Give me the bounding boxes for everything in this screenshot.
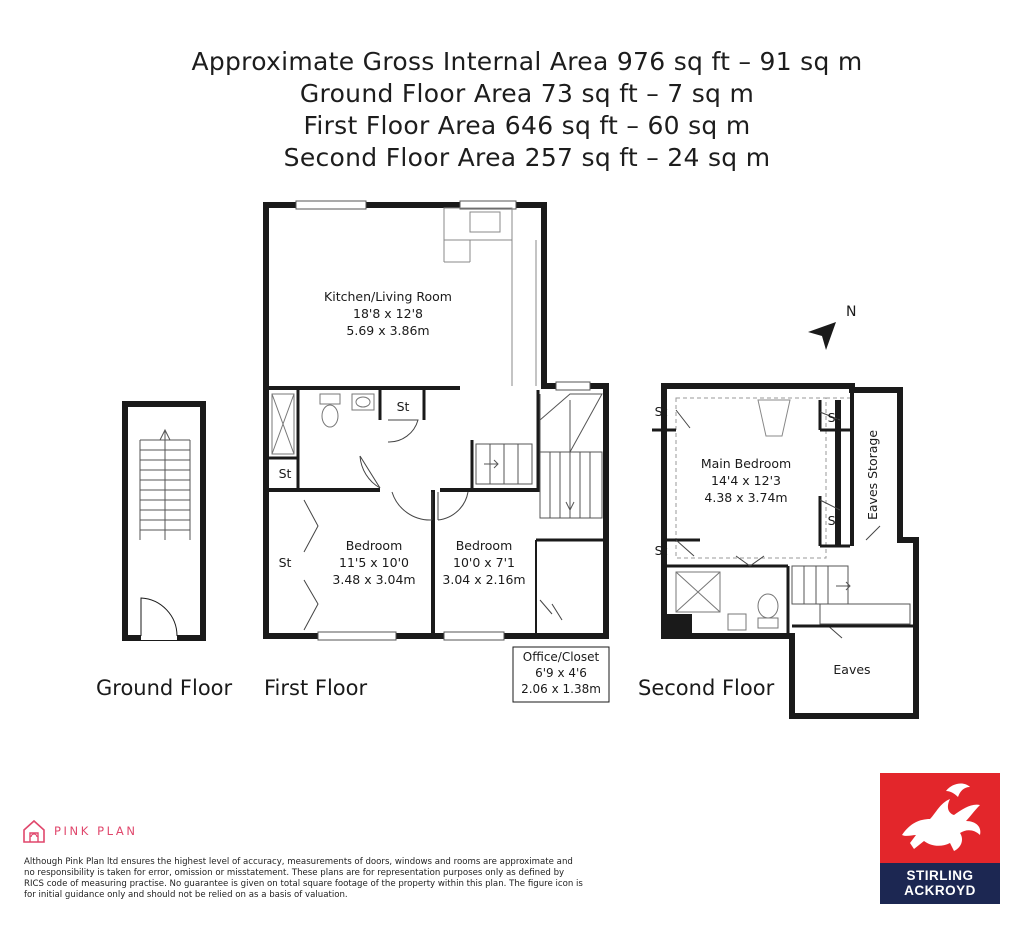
pink-plan-logo <box>22 818 138 844</box>
main-bedroom-imperial: 14'4 x 12'3 <box>711 473 781 488</box>
bedroom2-name: Bedroom <box>455 538 513 553</box>
griffin-emblem-icon <box>880 773 1000 863</box>
kitchen-name: Kitchen/Living Room <box>324 289 452 304</box>
storage-label: St <box>827 410 841 425</box>
bathroom-fittings <box>272 394 374 454</box>
pink-plan-house-icon <box>22 818 46 844</box>
storage-label: St <box>396 399 410 414</box>
main-bedroom-metric: 4.38 x 3.74m <box>704 490 788 505</box>
kitchen-metric: 5.69 x 3.86m <box>346 323 430 338</box>
second-floor-label: Second Floor <box>638 676 775 700</box>
bedroom2-imperial: 10'0 x 7'1 <box>453 555 515 570</box>
office-name: Office/Closet <box>522 650 600 664</box>
storage-label: St <box>654 404 668 419</box>
compass-north-label: N <box>846 304 857 320</box>
gross-area-line: Approximate Gross Internal Area 976 sq ft – 91 sq m <box>191 47 863 76</box>
second-floor-area-line: Second Floor Area 257 sq ft – 24 sq m <box>283 143 771 172</box>
storage-label: St <box>654 543 668 558</box>
main-bedroom-name: Main Bedroom <box>700 456 792 471</box>
agent-wordmark <box>880 863 1000 904</box>
ground-floor-plan <box>125 404 203 640</box>
kitchen-imperial: 18'8 x 12'8 <box>353 306 423 321</box>
first-floor-plan <box>266 201 606 640</box>
pink-plan-wordmark: PINK PLAN <box>54 824 138 838</box>
stirling-ackroyd-logo <box>880 773 1000 904</box>
first-floor-area-line: First Floor Area 646 sq ft – 60 sq m <box>303 111 751 140</box>
bedroom1-metric: 3.48 x 3.04m <box>332 572 416 587</box>
agent-name-line1: STIRLING <box>906 868 974 883</box>
north-compass-icon <box>808 304 856 350</box>
bedroom1-name: Bedroom <box>345 538 403 553</box>
first-floor-label: First Floor <box>264 676 368 700</box>
ground-staircase <box>140 430 190 540</box>
office-closet-label <box>513 647 609 702</box>
eaves-storage-name: Eaves Storage <box>865 429 880 521</box>
eaves-name: Eaves <box>833 662 871 677</box>
ground-floor-area-line: Ground Floor Area 73 sq ft – 7 sq m <box>299 79 755 108</box>
storage-label: St <box>278 555 292 570</box>
disclaimer-text: Although Pink Plan ltd ensures the highest level of accuracy, measurements of doors, windows and rooms are approximate and no responsibility is taken for error, omission or misstatement. These plans are for representation purposes only as defined by RICS code of measuring practise. No guarantee is given on total square footage of the property within this plan. The figure icon is for initial guidance only and should not be relied on as a basis of valuation. <box>24 857 583 900</box>
ground-floor-label: Ground Floor <box>96 676 233 700</box>
first-floor-labels <box>279 289 526 587</box>
agent-name-line2: ACKROYD <box>904 883 976 898</box>
office-imperial: 6'9 x 4'6 <box>535 666 587 680</box>
bedroom1-imperial: 11'5 x 10'0 <box>339 555 409 570</box>
bedroom2-metric: 3.04 x 2.16m <box>442 572 526 587</box>
storage-label: St <box>827 513 841 528</box>
office-metric: 2.06 x 1.38m <box>521 682 601 696</box>
kitchen-units <box>444 208 536 386</box>
storage-label: St <box>278 466 292 481</box>
